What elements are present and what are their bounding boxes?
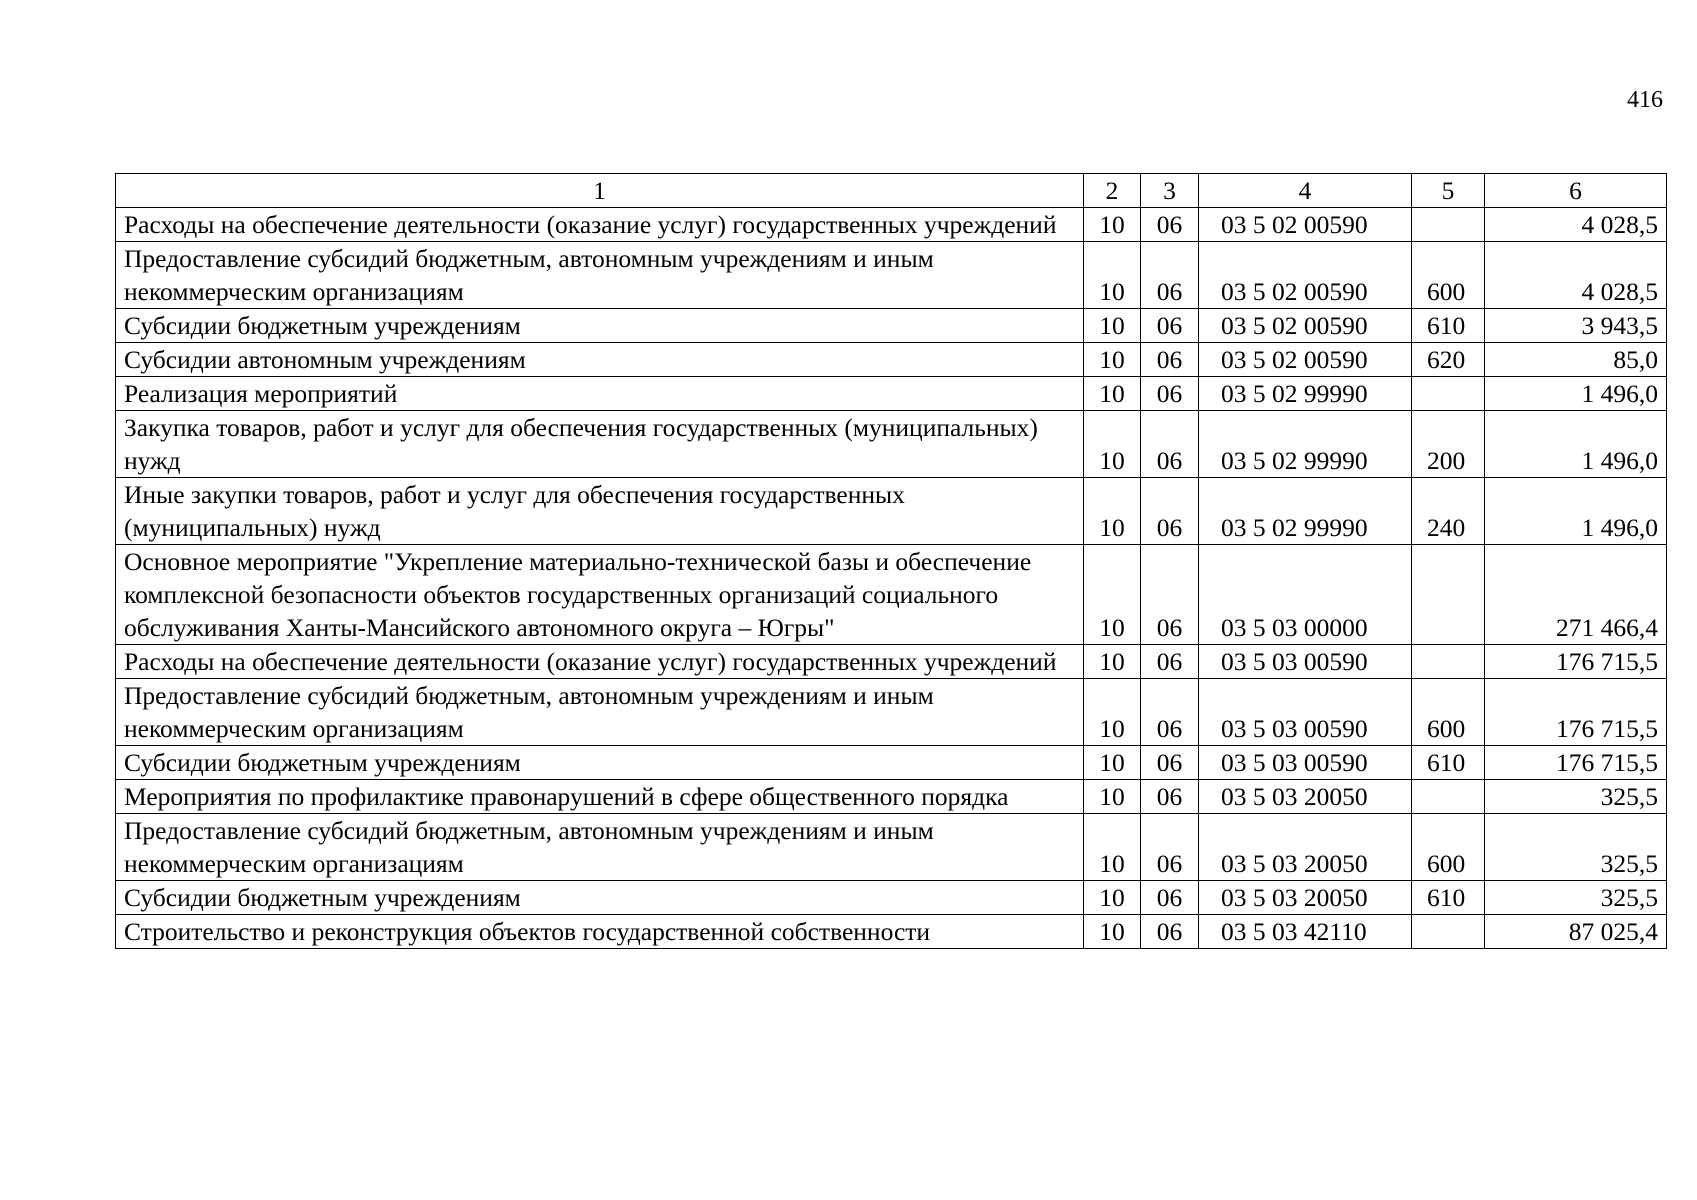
- row-section-cell: 10: [1084, 814, 1141, 881]
- budget-table: [115, 173, 1667, 949]
- row-target-article-cell: 03 5 03 42110: [1199, 915, 1412, 949]
- row-target-article-cell: 03 5 02 00590: [1199, 208, 1412, 242]
- row-amount-cell: 1 496,0: [1485, 478, 1667, 545]
- row-section-cell: 10: [1084, 411, 1141, 478]
- row-amount-cell: 176 715,5: [1485, 645, 1667, 679]
- row-target-article-cell: 03 5 03 00000: [1199, 545, 1412, 645]
- row-expense-type-cell: [1412, 208, 1485, 242]
- row-name-cell: Субсидии автономным учреждениям: [116, 343, 1084, 377]
- row-subsection-cell: 06: [1141, 343, 1199, 377]
- row-amount-cell: 4 028,5: [1485, 242, 1667, 309]
- row-subsection-cell: 06: [1141, 411, 1199, 478]
- row-subsection-cell: 06: [1141, 915, 1199, 949]
- row-amount-cell: 271 466,4: [1485, 545, 1667, 645]
- row-section-cell: 10: [1084, 915, 1141, 949]
- row-expense-type-cell: [1412, 377, 1485, 411]
- row-expense-type-cell: [1412, 780, 1485, 814]
- row-amount-cell: 325,5: [1485, 881, 1667, 915]
- row-expense-type-cell: 610: [1412, 309, 1485, 343]
- table-row: [116, 645, 1667, 679]
- row-target-article-cell: 03 5 03 20050: [1199, 881, 1412, 915]
- row-target-article-cell: 03 5 03 00590: [1199, 645, 1412, 679]
- table-row: [116, 746, 1667, 780]
- row-target-article-cell: 03 5 03 20050: [1199, 780, 1412, 814]
- row-target-article-cell: 03 5 02 99990: [1199, 377, 1412, 411]
- table-row: [116, 881, 1667, 915]
- row-expense-type-cell: [1412, 915, 1485, 949]
- row-section-cell: 10: [1084, 645, 1141, 679]
- table-row: [116, 309, 1667, 343]
- row-amount-cell: 1 496,0: [1485, 377, 1667, 411]
- row-name-cell: Реализация мероприятий: [116, 377, 1084, 411]
- row-name-cell: Мероприятия по профилактике правонарушений в сфере общественного порядка: [116, 780, 1084, 814]
- row-section-cell: 10: [1084, 545, 1141, 645]
- table-row: [116, 377, 1667, 411]
- table-header-row: [116, 174, 1667, 208]
- row-subsection-cell: 06: [1141, 242, 1199, 309]
- row-amount-cell: 325,5: [1485, 814, 1667, 881]
- row-section-cell: 10: [1084, 309, 1141, 343]
- table-body: [116, 208, 1667, 949]
- row-amount-cell: 325,5: [1485, 780, 1667, 814]
- row-expense-type-cell: 600: [1412, 242, 1485, 309]
- row-name-cell: Предоставление субсидий бюджетным, автономным учреждениям и иным некоммерческим организациям: [116, 814, 1084, 881]
- row-section-cell: 10: [1084, 208, 1141, 242]
- table-row: [116, 545, 1667, 645]
- row-expense-type-cell: 200: [1412, 411, 1485, 478]
- row-expense-type-cell: [1412, 645, 1485, 679]
- row-amount-cell: 3 943,5: [1485, 309, 1667, 343]
- table-row: [116, 814, 1667, 881]
- row-name-cell: Расходы на обеспечение деятельности (оказание услуг) государственных учреждений: [116, 645, 1084, 679]
- table-row: [116, 915, 1667, 949]
- row-subsection-cell: 06: [1141, 746, 1199, 780]
- row-amount-cell: 87 025,4: [1485, 915, 1667, 949]
- row-name-cell: Закупка товаров, работ и услуг для обеспечения государственных (муниципальных) нужд: [116, 411, 1084, 478]
- row-target-article-cell: 03 5 02 00590: [1199, 309, 1412, 343]
- table-row: [116, 411, 1667, 478]
- row-subsection-cell: 06: [1141, 679, 1199, 746]
- column-header-3: 3: [1141, 174, 1199, 208]
- table-row: [116, 208, 1667, 242]
- column-header-2: 2: [1084, 174, 1141, 208]
- table-row: [116, 242, 1667, 309]
- column-header-4: 4: [1199, 174, 1412, 208]
- row-subsection-cell: 06: [1141, 780, 1199, 814]
- row-section-cell: 10: [1084, 242, 1141, 309]
- row-subsection-cell: 06: [1141, 881, 1199, 915]
- row-target-article-cell: 03 5 03 00590: [1199, 746, 1412, 780]
- row-name-cell: Строительство и реконструкция объектов государственной собственности: [116, 915, 1084, 949]
- row-target-article-cell: 03 5 02 99990: [1199, 411, 1412, 478]
- row-section-cell: 10: [1084, 746, 1141, 780]
- row-expense-type-cell: [1412, 545, 1485, 645]
- row-target-article-cell: 03 5 02 99990: [1199, 478, 1412, 545]
- row-amount-cell: 176 715,5: [1485, 746, 1667, 780]
- row-name-cell: Основное мероприятие "Укрепление материально-технической базы и обеспечение комплексной безопасности объектов государственных организаций социального обслуживания Ханты-Мансийского автономного округа – Югры": [116, 545, 1084, 645]
- row-name-cell: Предоставление субсидий бюджетным, автономным учреждениям и иным некоммерческим организациям: [116, 679, 1084, 746]
- table-row: [116, 478, 1667, 545]
- row-section-cell: 10: [1084, 780, 1141, 814]
- column-header-1: 1: [116, 174, 1084, 208]
- row-target-article-cell: 03 5 02 00590: [1199, 343, 1412, 377]
- row-name-cell: Иные закупки товаров, работ и услуг для обеспечения государственных (муниципальных) нужд: [116, 478, 1084, 545]
- row-target-article-cell: 03 5 03 00590: [1199, 679, 1412, 746]
- row-amount-cell: 1 496,0: [1485, 411, 1667, 478]
- row-subsection-cell: 06: [1141, 309, 1199, 343]
- row-expense-type-cell: 600: [1412, 814, 1485, 881]
- column-header-5: 5: [1412, 174, 1485, 208]
- table-row: [116, 343, 1667, 377]
- row-subsection-cell: 06: [1141, 377, 1199, 411]
- row-expense-type-cell: 610: [1412, 746, 1485, 780]
- row-amount-cell: 4 028,5: [1485, 208, 1667, 242]
- row-name-cell: Субсидии бюджетным учреждениям: [116, 746, 1084, 780]
- page-number: 416: [1627, 87, 1663, 113]
- column-header-6: 6: [1485, 174, 1667, 208]
- row-target-article-cell: 03 5 03 20050: [1199, 814, 1412, 881]
- row-subsection-cell: 06: [1141, 545, 1199, 645]
- row-expense-type-cell: 600: [1412, 679, 1485, 746]
- row-subsection-cell: 06: [1141, 208, 1199, 242]
- row-name-cell: Субсидии бюджетным учреждениям: [116, 881, 1084, 915]
- row-expense-type-cell: 610: [1412, 881, 1485, 915]
- row-subsection-cell: 06: [1141, 478, 1199, 545]
- row-target-article-cell: 03 5 02 00590: [1199, 242, 1412, 309]
- row-section-cell: 10: [1084, 478, 1141, 545]
- row-amount-cell: 176 715,5: [1485, 679, 1667, 746]
- row-name-cell: Расходы на обеспечение деятельности (оказание услуг) государственных учреждений: [116, 208, 1084, 242]
- row-subsection-cell: 06: [1141, 814, 1199, 881]
- table-row: [116, 780, 1667, 814]
- table-row: [116, 679, 1667, 746]
- row-section-cell: 10: [1084, 377, 1141, 411]
- row-amount-cell: 85,0: [1485, 343, 1667, 377]
- row-name-cell: Предоставление субсидий бюджетным, автономным учреждениям и иным некоммерческим организациям: [116, 242, 1084, 309]
- row-section-cell: 10: [1084, 881, 1141, 915]
- row-expense-type-cell: 240: [1412, 478, 1485, 545]
- row-name-cell: Субсидии бюджетным учреждениям: [116, 309, 1084, 343]
- row-section-cell: 10: [1084, 343, 1141, 377]
- row-expense-type-cell: 620: [1412, 343, 1485, 377]
- row-section-cell: 10: [1084, 679, 1141, 746]
- row-subsection-cell: 06: [1141, 645, 1199, 679]
